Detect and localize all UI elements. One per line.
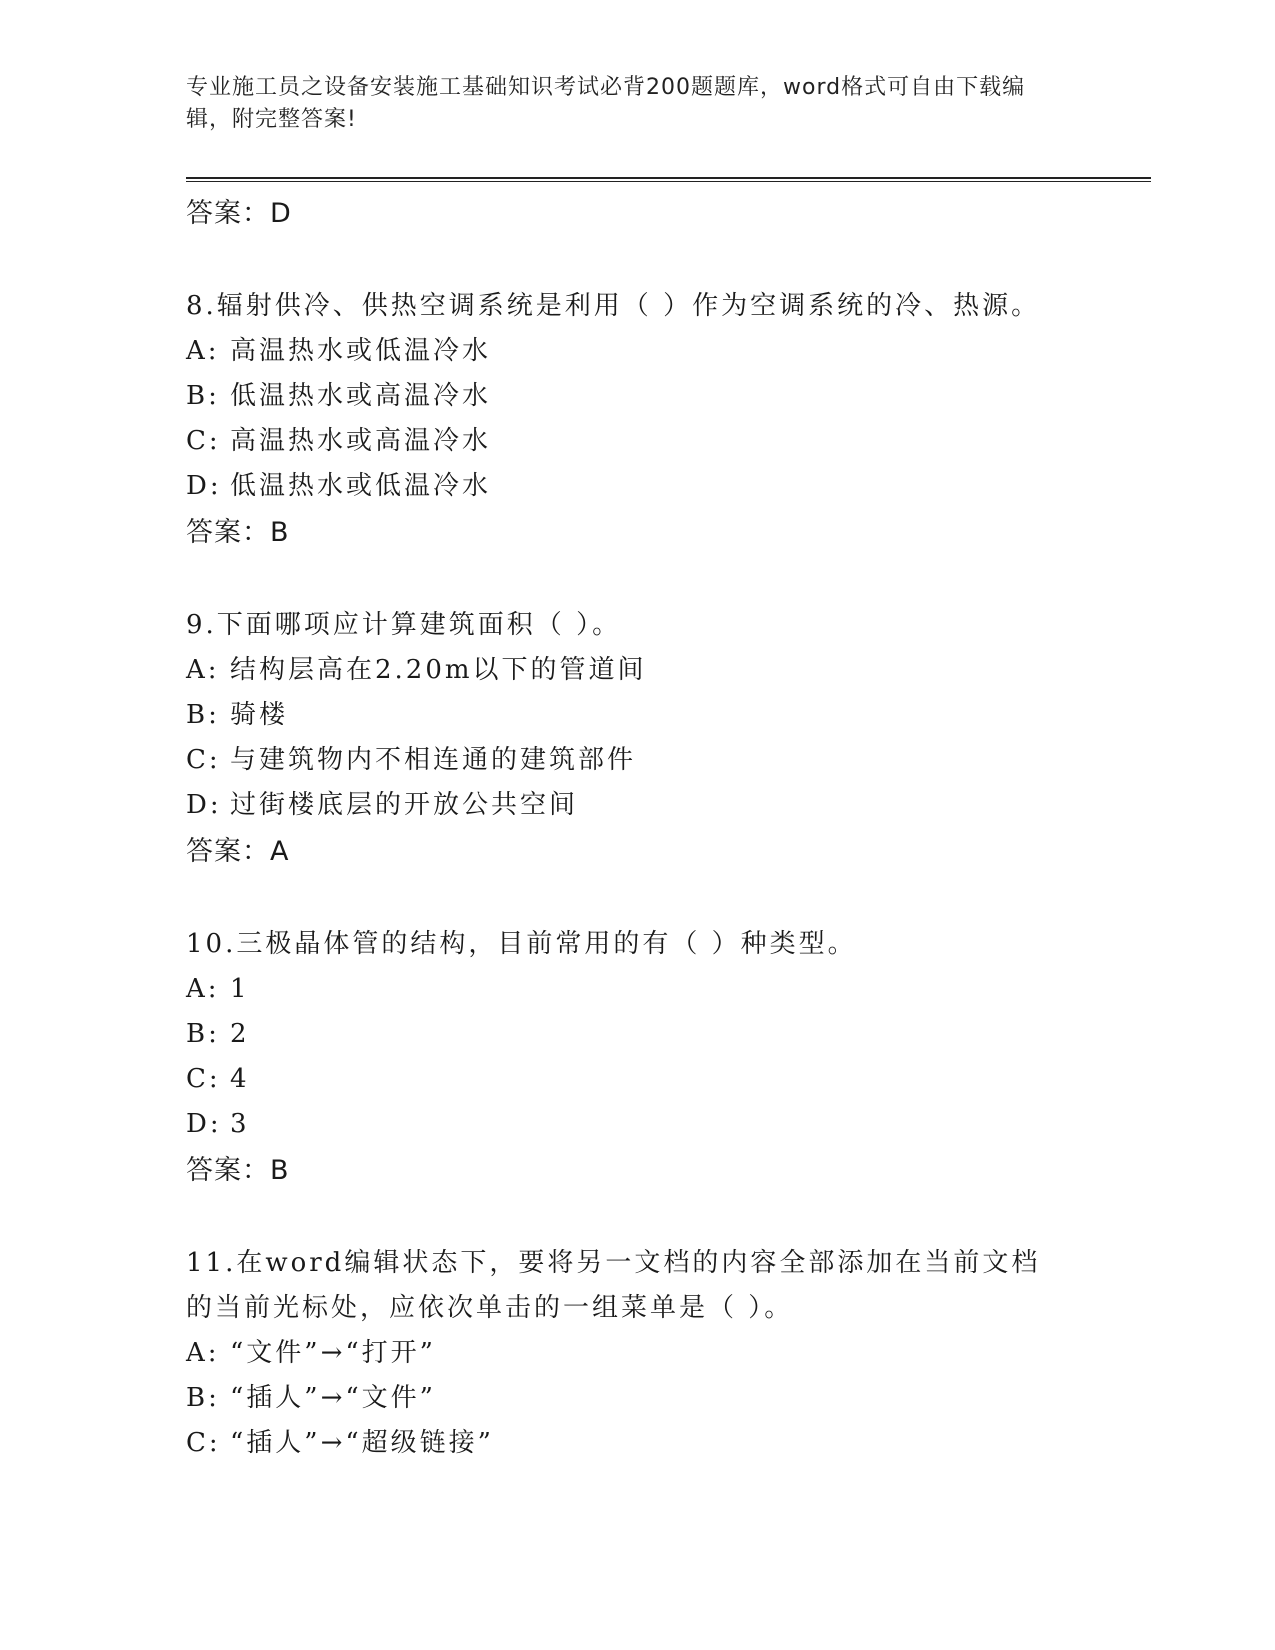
option-text: “文件”→“打开” — [230, 1338, 436, 1368]
option-b — [186, 693, 1066, 738]
option-letter: C: — [186, 1428, 221, 1458]
option-text: 过街楼底层的开放公共空间 — [230, 790, 579, 820]
option-letter: A: — [186, 655, 220, 685]
option-text: “插人”→“超级链接” — [230, 1428, 494, 1458]
option-d — [186, 1102, 1066, 1147]
option-b — [186, 374, 1066, 419]
question-10 — [186, 922, 1066, 1191]
page-header — [186, 72, 1066, 136]
header-divider — [186, 177, 1151, 179]
option-text: 结构层高在2.20m以下的管道间 — [230, 655, 647, 685]
option-letter: C: — [186, 1064, 221, 1094]
option-c — [186, 1057, 1066, 1102]
option-a — [186, 967, 1066, 1012]
option-a — [186, 329, 1066, 374]
answer-line: 答案：B — [186, 517, 290, 548]
option-text: “插人”→“文件” — [230, 1383, 436, 1413]
answer-line: 答案：A — [186, 836, 290, 867]
option-a — [186, 648, 1066, 693]
option-text: 2 — [230, 1019, 250, 1049]
option-letter: A: — [186, 1338, 220, 1368]
option-letter: D: — [186, 1109, 222, 1139]
option-b — [186, 1012, 1066, 1057]
option-letter: A: — [186, 336, 220, 366]
option-letter: B: — [186, 1019, 220, 1049]
question-9 — [186, 603, 1066, 872]
document-body — [186, 190, 1066, 1466]
option-letter: A: — [186, 974, 220, 1004]
option-c — [186, 419, 1066, 464]
question-11 — [186, 1241, 1066, 1466]
option-text: 高温热水或高温冷水 — [230, 426, 492, 456]
question-8 — [186, 284, 1066, 553]
option-letter: C: — [186, 426, 221, 456]
option-text: 4 — [230, 1064, 250, 1094]
option-text: 与建筑物内不相连通的建筑部件 — [230, 745, 637, 775]
option-text: 1 — [230, 974, 250, 1004]
option-c — [186, 738, 1066, 783]
option-letter: C: — [186, 745, 221, 775]
option-letter: D: — [186, 790, 222, 820]
option-text: 3 — [230, 1109, 250, 1139]
option-letter: B: — [186, 381, 220, 411]
option-text: 高温热水或低温冷水 — [230, 336, 492, 366]
option-text: 低温热水或高温冷水 — [230, 381, 492, 411]
option-c — [186, 1421, 1066, 1466]
option-letter: B: — [186, 1383, 220, 1413]
option-letter: B: — [186, 700, 220, 730]
question-text: 10.三极晶体管的结构，目前常用的有（ ）种类型。 — [186, 929, 857, 959]
header-title: 专业施工员之设备安装施工基础知识考试必背200题题库，word格式可自由下载编辑，附完整答案! — [186, 75, 1026, 132]
answer-line: 答案：D — [186, 198, 292, 229]
option-b — [186, 1376, 1066, 1421]
option-text: 骑楼 — [230, 700, 289, 730]
answer-line: 答案：B — [186, 1155, 290, 1186]
question-text: 11.在word编辑状态下，要将另一文档的内容全部添加在当前文档的当前光标处，应依次单击的一组菜单是（ ）。 — [186, 1248, 1041, 1323]
option-d — [186, 464, 1066, 509]
question-text: 8.辐射供冷、供热空调系统是利用（ ）作为空调系统的冷、热源。 — [186, 291, 1041, 321]
question-text: 9.下面哪项应计算建筑面积（ ）。 — [186, 610, 622, 640]
option-a — [186, 1331, 1066, 1376]
option-letter: D: — [186, 471, 222, 501]
option-text: 低温热水或低温冷水 — [230, 471, 492, 501]
option-d — [186, 783, 1066, 828]
